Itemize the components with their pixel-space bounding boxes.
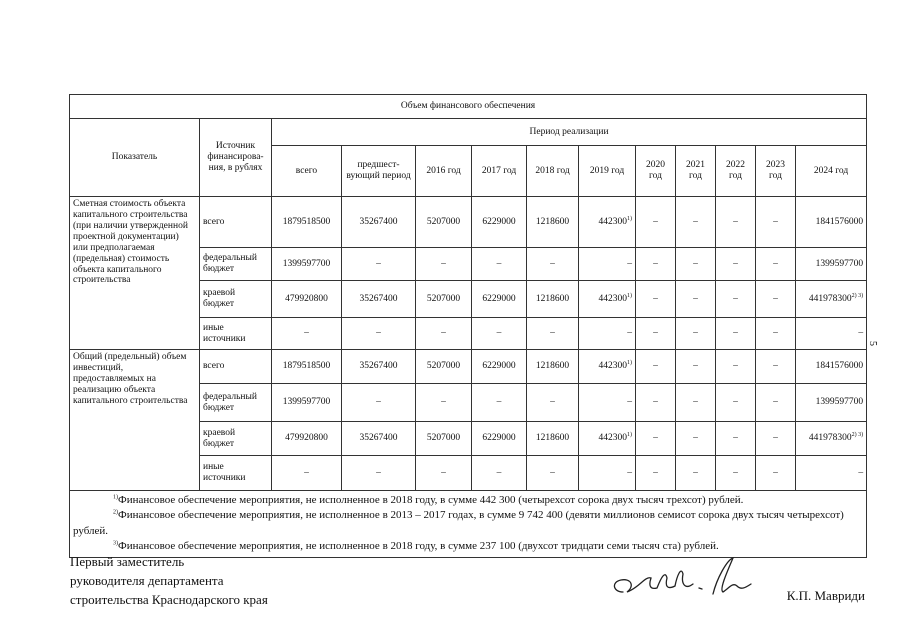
value-text: –	[773, 216, 778, 227]
value-text: –	[653, 328, 658, 339]
value-text: 35267400	[359, 216, 398, 227]
value-text: –	[550, 397, 555, 408]
period-col-header: 2020 год	[636, 146, 676, 197]
value-cell	[756, 422, 796, 456]
value-cell	[676, 248, 716, 281]
value-cell	[272, 384, 342, 422]
value-text: 1399597700	[815, 258, 864, 269]
value-cell	[756, 197, 796, 248]
value-text: –	[733, 467, 738, 478]
value-cell	[756, 281, 796, 318]
footnote-ref: 2) 3)	[851, 292, 864, 299]
source-cell: федеральный бюджет	[200, 384, 272, 422]
value-cell	[796, 350, 867, 384]
value-cell	[716, 350, 756, 384]
period-col-header: 2023 год	[756, 146, 796, 197]
value-text: 1841576000	[815, 216, 864, 227]
value-text: –	[733, 216, 738, 227]
value-text: –	[693, 216, 698, 227]
value-cell	[472, 248, 527, 281]
value-text: –	[858, 467, 864, 478]
value-text: 442300	[598, 293, 627, 304]
value-text: –	[773, 433, 778, 444]
value-cell	[527, 318, 579, 350]
value-text: 1218600	[535, 433, 570, 444]
value-cell	[716, 384, 756, 422]
value-cell	[796, 197, 867, 248]
value-cell	[636, 248, 676, 281]
period-col-header: 2017 год	[472, 146, 527, 197]
signatory-name: К.П. Мавриди	[786, 588, 865, 603]
value-text: –	[733, 293, 738, 304]
value-cell	[796, 456, 867, 491]
signatory-position-line: Первый заместитель	[70, 554, 185, 569]
value-cell	[416, 197, 472, 248]
value-cell	[416, 318, 472, 350]
footnote-ref: 1)	[627, 215, 632, 222]
value-cell	[716, 197, 756, 248]
value-text: 1399597700	[815, 397, 864, 408]
source-cell: краевой бюджет	[200, 281, 272, 318]
source-cell: иные источники	[200, 456, 272, 491]
value-cell	[272, 318, 342, 350]
handwritten-signature	[605, 548, 755, 608]
value-text: –	[733, 397, 738, 408]
period-header: Период реализации	[272, 119, 867, 146]
value-text: –	[773, 293, 778, 304]
value-text: 479920800	[285, 433, 328, 444]
value-text: 442300	[598, 361, 627, 372]
value-text: –	[653, 467, 658, 478]
value-cell	[472, 422, 527, 456]
value-text: –	[653, 258, 658, 269]
value-cell	[636, 384, 676, 422]
value-cell	[342, 384, 416, 422]
value-text: 5207000	[426, 433, 461, 444]
footnote-mark: 2)	[113, 509, 118, 516]
value-cell	[716, 248, 756, 281]
value-text: 1879518500	[282, 361, 331, 372]
value-text: –	[496, 397, 502, 408]
value-cell	[796, 318, 867, 350]
value-cell	[342, 197, 416, 248]
value-cell	[342, 248, 416, 281]
value-text: –	[773, 467, 778, 478]
footnote	[73, 508, 863, 539]
value-cell	[416, 456, 472, 491]
footnote-ref: 1)	[627, 431, 632, 438]
value-cell	[579, 350, 636, 384]
value-text: –	[376, 467, 381, 478]
value-text: –	[653, 361, 658, 372]
value-cell	[342, 281, 416, 318]
footnote-text: Финансовое обеспечение мероприятия, не исполненное в 2018 году, в сумме 442 300 (четырехсот сорока двух тысяч трехсот) рублей.	[118, 494, 744, 506]
value-text: –	[627, 258, 632, 269]
source-cell: всего	[200, 350, 272, 384]
value-cell	[416, 248, 472, 281]
footnote-mark: 1)	[113, 494, 118, 501]
value-text: –	[653, 397, 658, 408]
value-cell	[579, 384, 636, 422]
source-column-header: Источник финансирова-ния, в рублях	[200, 119, 272, 197]
footnote-ref: 2) 3)	[851, 431, 864, 438]
value-text: –	[653, 216, 658, 227]
value-text: –	[733, 361, 738, 372]
value-cell	[272, 281, 342, 318]
value-cell	[472, 318, 527, 350]
value-text: 1218600	[535, 216, 570, 227]
value-text: –	[858, 328, 864, 339]
value-text: –	[627, 467, 632, 478]
period-col-header: всего	[272, 146, 342, 197]
value-text: 1218600	[535, 293, 570, 304]
value-cell	[676, 281, 716, 318]
value-cell	[342, 318, 416, 350]
value-cell	[676, 422, 716, 456]
value-cell	[676, 350, 716, 384]
value-cell	[272, 456, 342, 491]
value-cell	[272, 248, 342, 281]
value-text: –	[496, 258, 502, 269]
footnote-text: Финансовое обеспечение мероприятия, не исполненное в 2018 году, в сумме 237 100 (двухсот тридцати семи тысяч ста) рублей.	[118, 540, 719, 553]
value-text: –	[441, 258, 446, 269]
value-cell	[676, 318, 716, 350]
value-text: 6229000	[482, 433, 516, 444]
financing-volume-header: Объем финансового обеспечения	[70, 95, 867, 119]
value-cell	[676, 456, 716, 491]
value-cell	[527, 197, 579, 248]
period-col-header: 2018 год	[527, 146, 579, 197]
footnote-mark: 3)	[113, 540, 118, 547]
value-cell	[796, 281, 867, 318]
value-cell	[636, 281, 676, 318]
value-text: –	[496, 328, 502, 339]
period-col-header: 2021 год	[676, 146, 716, 197]
source-cell: всего	[200, 197, 272, 248]
value-text: –	[693, 467, 698, 478]
period-col-header: 2016 год	[416, 146, 472, 197]
value-cell	[527, 384, 579, 422]
value-text: –	[376, 258, 381, 269]
value-text: 35267400	[359, 433, 398, 444]
value-cell	[579, 318, 636, 350]
value-text: –	[550, 467, 555, 478]
value-cell	[579, 456, 636, 491]
value-cell	[579, 422, 636, 456]
value-text: –	[773, 397, 778, 408]
value-text: 6229000	[482, 216, 516, 227]
value-text: –	[693, 361, 698, 372]
value-text: –	[304, 467, 309, 478]
value-text: 1399597700	[282, 258, 331, 269]
value-cell	[579, 248, 636, 281]
value-text: –	[441, 397, 446, 408]
footnote-ref: 1)	[627, 292, 632, 299]
value-cell	[756, 384, 796, 422]
value-cell	[636, 350, 676, 384]
value-text: –	[304, 328, 309, 339]
value-text: 441978300	[808, 433, 852, 444]
value-cell	[676, 384, 716, 422]
value-cell	[716, 281, 756, 318]
table-row	[70, 350, 867, 384]
value-cell	[676, 197, 716, 248]
value-text: –	[693, 258, 698, 269]
value-cell	[472, 281, 527, 318]
value-text: –	[773, 258, 778, 269]
value-text: –	[693, 433, 698, 444]
value-text: –	[693, 328, 698, 339]
value-text: –	[693, 293, 698, 304]
value-text: –	[496, 467, 502, 478]
value-cell	[416, 350, 472, 384]
value-text: 442300	[598, 433, 627, 444]
value-text: –	[550, 328, 555, 339]
value-text: –	[773, 328, 778, 339]
signatory-position	[70, 552, 268, 609]
value-cell	[527, 422, 579, 456]
value-text: 35267400	[359, 361, 398, 372]
value-cell	[636, 197, 676, 248]
value-cell	[756, 248, 796, 281]
value-cell	[716, 318, 756, 350]
value-cell	[272, 350, 342, 384]
value-cell	[342, 350, 416, 384]
source-cell: краевой бюджет	[200, 422, 272, 456]
value-text: –	[653, 433, 658, 444]
value-text: 6229000	[482, 361, 516, 372]
value-text: 1218600	[535, 361, 570, 372]
value-cell	[756, 318, 796, 350]
source-cell: федеральный бюджет	[200, 248, 272, 281]
value-cell	[636, 422, 676, 456]
value-cell	[756, 456, 796, 491]
value-text: –	[693, 397, 698, 408]
value-text: 35267400	[359, 293, 398, 304]
value-text: 5207000	[426, 216, 461, 227]
value-cell	[272, 197, 342, 248]
value-text: –	[627, 328, 632, 339]
value-text: –	[733, 433, 738, 444]
value-text: –	[733, 258, 738, 269]
indicator-cell: Общий (предельный) объем инвестиций, предоставляемых на реализацию объекта капитального строительства	[70, 350, 200, 491]
value-cell	[579, 281, 636, 318]
value-cell	[416, 281, 472, 318]
value-text: 442300	[598, 216, 627, 227]
value-text: 1879518500	[282, 216, 331, 227]
indicator-column-header: Показатель	[70, 119, 200, 197]
footnote	[73, 493, 863, 508]
value-cell	[796, 384, 867, 422]
value-text: –	[733, 328, 738, 339]
period-col-header: предшест-вующий период	[342, 146, 416, 197]
financing-table	[69, 94, 867, 558]
value-text: –	[773, 361, 778, 372]
signatory-position-line: руководителя департамента	[70, 573, 224, 588]
value-text: –	[376, 328, 381, 339]
value-cell	[636, 456, 676, 491]
footnote-ref: 1)	[627, 359, 632, 366]
indicator-cell: Сметная стоимость объекта капитального строительства (при наличии утвержденной проектной документации) или предполагаемая (предельная) стоимость объекта капитального строительства	[70, 197, 200, 350]
value-text: 1399597700	[282, 397, 331, 408]
period-col-header: 2024 год	[796, 146, 867, 197]
value-text: –	[376, 397, 381, 408]
value-cell	[716, 456, 756, 491]
value-text: 6229000	[482, 293, 516, 304]
value-cell	[416, 384, 472, 422]
value-cell	[796, 248, 867, 281]
source-cell: иные источники	[200, 318, 272, 350]
value-cell	[342, 456, 416, 491]
value-cell	[636, 318, 676, 350]
value-cell	[756, 350, 796, 384]
value-cell	[527, 248, 579, 281]
value-cell	[527, 456, 579, 491]
value-text: –	[653, 293, 658, 304]
value-text: –	[441, 328, 446, 339]
period-col-header: 2022 год	[716, 146, 756, 197]
value-cell	[472, 197, 527, 248]
value-cell	[579, 197, 636, 248]
value-text: 479920800	[285, 293, 328, 304]
value-text: 5207000	[426, 361, 461, 372]
footnote-text: Финансовое обеспечение мероприятия, не исполненное в 2013 – 2017 годах, в сумме 9 742 400 (девяти миллионов семисот сорока двух тысяч четырехсот) рублей.	[73, 509, 844, 537]
value-cell	[716, 422, 756, 456]
table-row	[70, 197, 867, 248]
value-cell	[342, 422, 416, 456]
value-cell	[416, 422, 472, 456]
value-cell	[272, 422, 342, 456]
page-number: 5	[867, 341, 878, 346]
value-text: 1841576000	[815, 361, 864, 372]
value-cell	[527, 281, 579, 318]
value-text: 441978300	[808, 293, 852, 304]
value-text: –	[627, 397, 632, 408]
value-text: 5207000	[426, 293, 461, 304]
value-cell	[796, 422, 867, 456]
value-cell	[527, 350, 579, 384]
signatory-position-line: строительства Краснодарского края	[70, 592, 268, 607]
value-cell	[472, 384, 527, 422]
value-cell	[472, 456, 527, 491]
period-col-header: 2019 год	[579, 146, 636, 197]
value-text: –	[550, 258, 555, 269]
value-text: –	[441, 467, 446, 478]
value-cell	[472, 350, 527, 384]
